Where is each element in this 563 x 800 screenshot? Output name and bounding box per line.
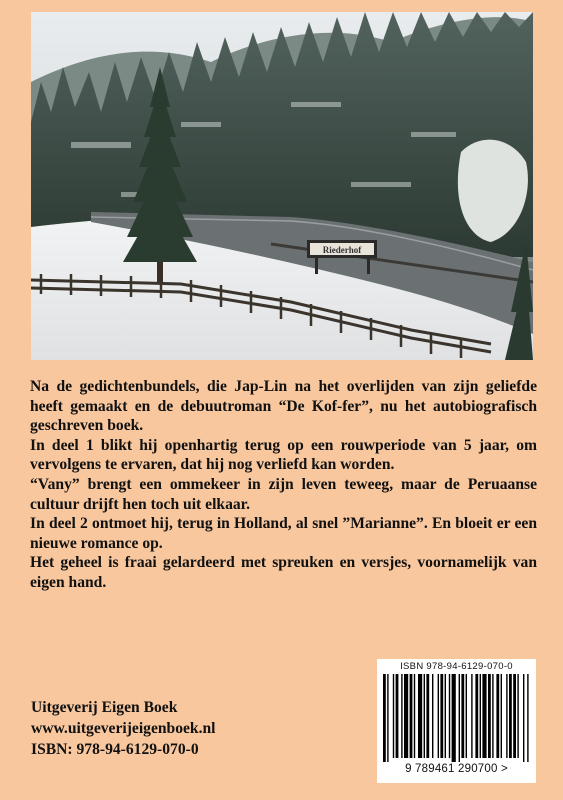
- barcode: [377, 659, 536, 783]
- blurb-paragraph: Het geheel is fraai gelardeerd met spreuken en versjes, voornamelijk van eigen hand.: [30, 554, 537, 591]
- back-cover-blurb: [30, 377, 537, 593]
- blurb-paragraph: In deel 2 ontmoet hij, terug in Holland, al snel ”Marianne”. En bloeit er een nieuwe romance op.: [30, 515, 537, 552]
- barcode-digits: 9 789461 290700 >: [405, 763, 508, 775]
- barcode-bars: [383, 674, 530, 762]
- publisher-website: www.uitgeverijeigenboek.nl: [31, 720, 216, 737]
- publisher-name: Uitgeverij Eigen Boek: [31, 699, 178, 716]
- blurb-paragraph: “Vany” brengt een ommekeer in zijn leven teweeg, maar de Peruaanse cultuur drijft hen toch uit elkaar.: [30, 475, 537, 513]
- blurb-paragraph: Na de gedichtenbundels, die Jap-Lin na het overlijden van zijn geliefde heeft gemaakt en de debuutroman “De Kof-fer”, nu het autobiografisch geschreven boek.: [30, 378, 537, 435]
- winter-landscape-image: [31, 12, 533, 360]
- barcode-isbn-label: ISBN 978-94-6129-070-0: [400, 661, 513, 672]
- sign-label: Riederhof: [322, 245, 362, 255]
- publisher-info: [31, 697, 216, 760]
- cover-photo: [31, 12, 533, 360]
- publisher-isbn: ISBN: 978-94-6129-070-0: [31, 741, 199, 758]
- blurb-paragraph: In deel 1 blikt hij openhartig terug op een rouwperiode van 5 jaar, om vervolgens te ervaren, dat hij nog verliefd kan worden.: [30, 436, 537, 474]
